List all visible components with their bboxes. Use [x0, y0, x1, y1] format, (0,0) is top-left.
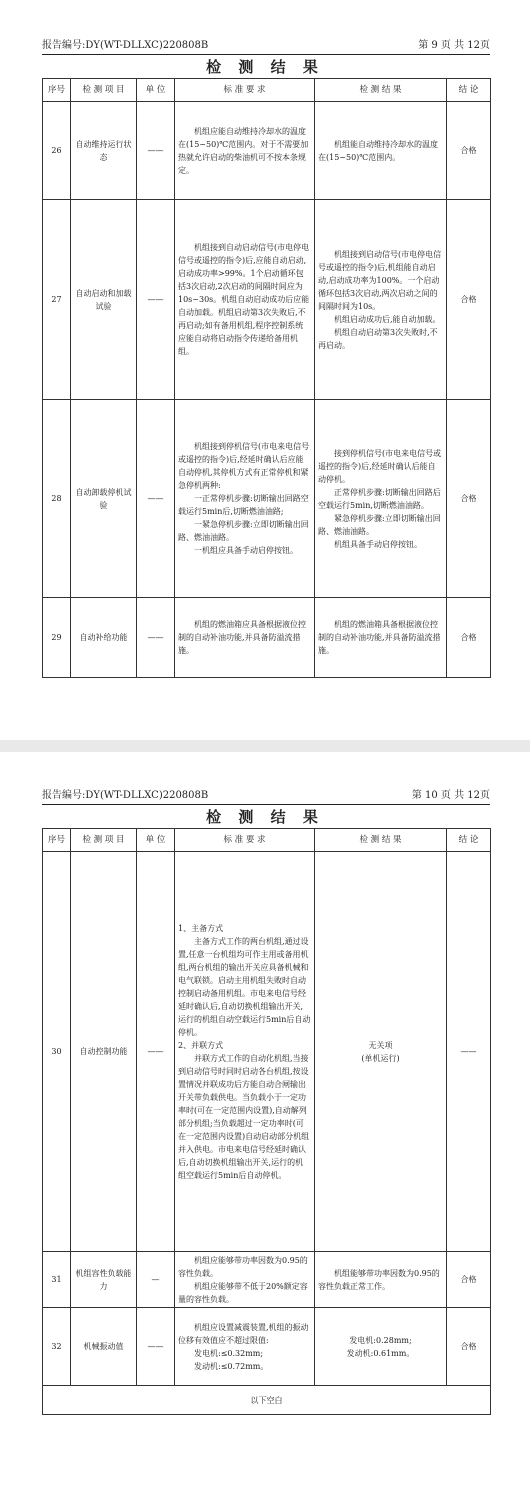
- table-row: [43, 102, 491, 200]
- row-unit: ——: [137, 200, 175, 400]
- row-item: 自动控制功能: [71, 852, 137, 1252]
- report-page-10: [0, 752, 530, 1500]
- row-result: 发电机:0.28mm; 发动机:0.61mm。: [315, 1308, 447, 1386]
- row-result: 机组能够带功率因数为0.95的容性负载正常工作。: [315, 1252, 447, 1308]
- row-unit: —: [137, 1252, 175, 1308]
- col-header: 检 测 结 果: [315, 829, 447, 852]
- row-requirement: 机组接到自动启动信号(市电停电信号或遥控的指令)后,应能自动启动,启动成功率>99%。1个启动循环包括3次启动,2次启动的间隔时间应为10s~30s。机组自动启动成功后应能自动加载。机组启动第3次失败后,不再启动;如有备用机组,程序控制系统应能自动将启动指令传递给备用机组。: [175, 200, 315, 400]
- row-requirement: 1、主备方式 主备方式工作的两台机组,通过设置,任意一台机组均可作主用或备用机组,两台机组的输出开关应具备机械和电气联锁。启动主用机组失败时自动控制启动备用机组。市电来电信号经延时确认后,自动切换机组输出开关,运行的机组自动空载运行5min后自动停机。 2、并联方式 并联方式工作的自动化机组,当接到启动信号时同时启动各台机组,按设置情况并联成功后方能自动合闸输出开关带负载供电。当负载小于一定功率时(可在一定范围内设置),自动解列部分机组;当负载超过一定功率时(可在一定范围内设置)自动启动部分机组并入供电。市电来电信号经延时确认后,自动切换机组输出开关,运行的机组空载运行5min后自动停机。: [175, 852, 315, 1252]
- page-number: 第 10 页 共 12页: [411, 790, 490, 801]
- page-separator: [0, 740, 530, 752]
- row-no: 28: [43, 400, 71, 598]
- row-unit: ——: [137, 852, 175, 1252]
- row-requirement: 机组应能自动维持冷却水的温度在(15~50)℃范围内。对于不需要加热就允许启动的柴油机可不按本条规定。: [175, 102, 315, 200]
- table-footer-row: [43, 1386, 491, 1415]
- col-header: 结 论: [447, 79, 491, 102]
- report-number: 报告编号:DY(WT-DLLXC)220808B: [42, 40, 209, 51]
- section-title: 检 测 结 果: [206, 58, 324, 76]
- row-conclusion: 合格: [447, 200, 491, 400]
- row-unit: ——: [137, 102, 175, 200]
- row-no: 32: [43, 1308, 71, 1386]
- row-no: 27: [43, 200, 71, 400]
- row-conclusion: 合格: [447, 102, 491, 200]
- report-page-9: [0, 0, 530, 740]
- section-title: 检 测 结 果: [206, 808, 324, 826]
- row-item: 自动启动和加载试验: [71, 200, 137, 400]
- blank-below-note: 以下空白: [43, 1386, 491, 1415]
- row-unit: ——: [137, 1308, 175, 1386]
- col-header: 单 位: [137, 79, 175, 102]
- row-result: 无关项 (单机运行): [315, 852, 447, 1252]
- header-rule: [42, 54, 490, 55]
- report-number: 报告编号:DY(WT-DLLXC)220808B: [42, 790, 209, 801]
- row-item: 自动补给功能: [71, 598, 137, 678]
- table-row: [43, 852, 491, 1252]
- col-header: 单 位: [137, 829, 175, 852]
- row-item: 机械振动值: [71, 1308, 137, 1386]
- row-unit: ——: [137, 598, 175, 678]
- table-row: [43, 1252, 491, 1308]
- table-row: [43, 400, 491, 598]
- table-row: [43, 1308, 491, 1386]
- row-requirement: 机组接到停机信号(市电来电信号或遥控的指令)后,经延时确认后应能自动停机,其停机方式有正常停机和紧急停机两种: 一正常停机步骤:切断输出回路空载运行5min后,切断燃油油路; 一紧急停机步骤:立即切断输出回路、燃油油路。 一机组应具备手动启停按钮。: [175, 400, 315, 598]
- table-header-row: [43, 829, 491, 852]
- row-conclusion: ——: [447, 852, 491, 1252]
- row-requirement: 机组应设置减震装置,机组的振动位移有效值应不超过限值: 发电机:≤0.32mm; 发动机:≤0.72mm。: [175, 1308, 315, 1386]
- col-header: 检 测 结 果: [315, 79, 447, 102]
- row-no: 26: [43, 102, 71, 200]
- table-row: [43, 598, 491, 678]
- row-result: 机组接到启动信号(市电停电信号或遥控的指令)后,机组能自动启动,启动成功率为100%。一个启动循环包括3次启动,两次启动之间的间隔时间为10s。 机组启动成功后,能自动加载。 机组自动启动第3次失败时,不再启动。: [315, 200, 447, 400]
- row-no: 31: [43, 1252, 71, 1308]
- col-header: 标 准 要 求: [175, 79, 315, 102]
- col-header: 检 测 项 目: [71, 79, 137, 102]
- row-no: 30: [43, 852, 71, 1252]
- col-header: 序号: [43, 79, 71, 102]
- col-header: 序号: [43, 829, 71, 852]
- results-table: [42, 78, 491, 678]
- row-unit: ——: [137, 400, 175, 598]
- row-item: 自动卸载停机试验: [71, 400, 137, 598]
- row-requirement: 机组的燃油箱应具备根据液位控制的自动补油功能,并具备防溢流措施。: [175, 598, 315, 678]
- table-header-row: [43, 79, 491, 102]
- page-number: 第 9 页 共 12页: [418, 40, 490, 51]
- col-header: 检 测 项 目: [71, 829, 137, 852]
- row-conclusion: 合格: [447, 598, 491, 678]
- row-conclusion: 合格: [447, 1308, 491, 1386]
- row-item: 机组容性负载能力: [71, 1252, 137, 1308]
- row-result: 接到停机信号(市电来电信号或遥控的指令)后,经延时确认后能自动停机。 正常停机步骤:切断输出回路后空载运行5min,切断燃油油路。 紧急停机步骤:立即切断输出回路、燃油油路。 机组具备手动启停按钮。: [315, 400, 447, 598]
- col-header: 标 准 要 求: [175, 829, 315, 852]
- header-rule: [42, 804, 490, 805]
- results-table: [42, 828, 491, 1415]
- row-result: 机组能自动维持冷却水的温度在(15~50)℃范围内。: [315, 102, 447, 200]
- col-header: 结 论: [447, 829, 491, 852]
- row-result: 机组的燃油箱具备根据液位控制的自动补油功能,并具备防溢流措施。: [315, 598, 447, 678]
- table-row: [43, 200, 491, 400]
- row-requirement: 机组应能够带功率因数为0.95的容性负载。 机组应能够带不低于20%额定容量的容性负载。: [175, 1252, 315, 1308]
- row-conclusion: 合格: [447, 1252, 491, 1308]
- row-no: 29: [43, 598, 71, 678]
- row-conclusion: 合格: [447, 400, 491, 598]
- row-item: 自动维持运行状态: [71, 102, 137, 200]
